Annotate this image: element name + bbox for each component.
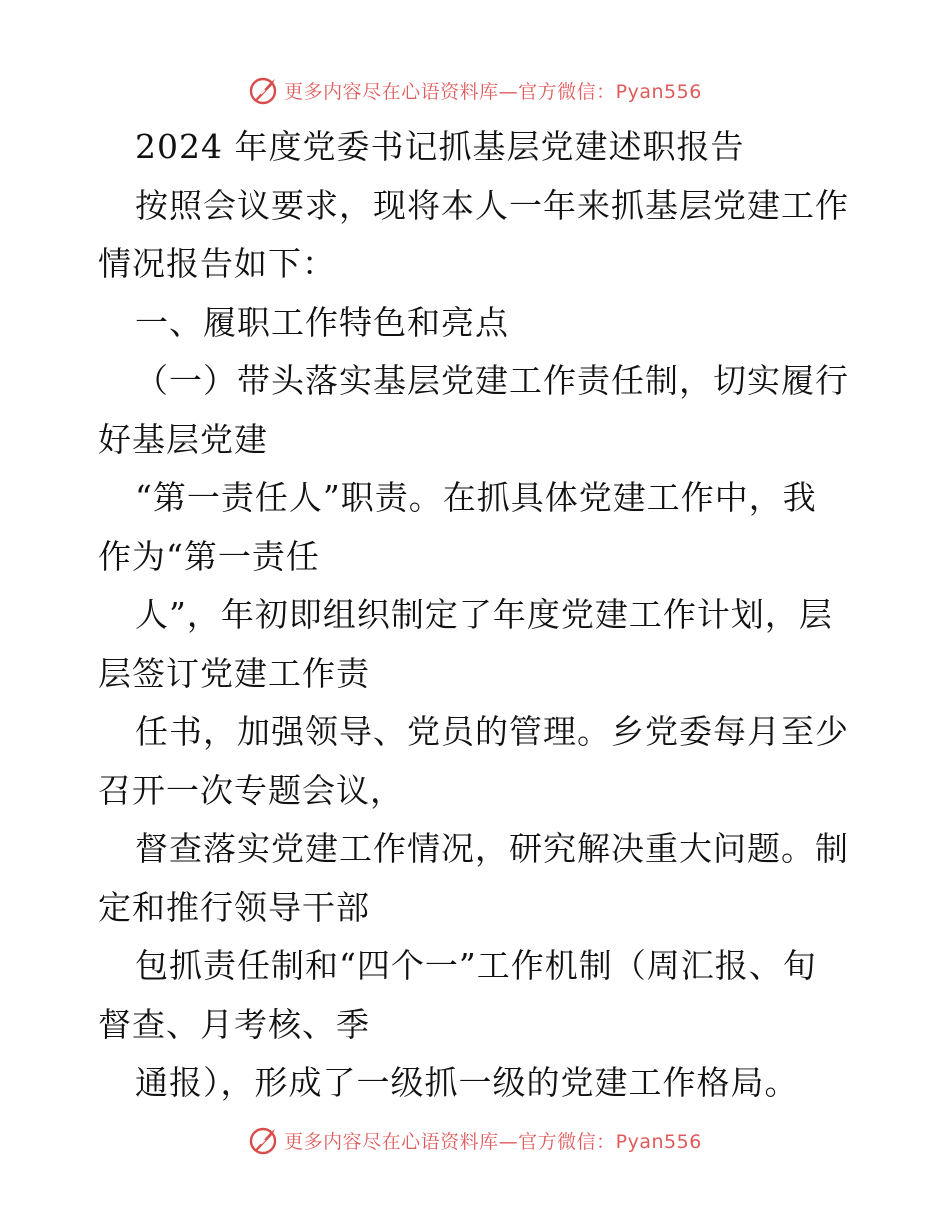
paragraph-line: 任书，加强领导、党员的管理。乡党委每月至少	[135, 712, 849, 751]
paragraph-line: 督查、月考核、季	[98, 1004, 370, 1044]
paragraph-line: 情况报告如下：	[98, 244, 336, 283]
paragraph-line: 好基层党建	[98, 419, 268, 459]
subsection-heading: （一）带头落实基层党建工作责任制，切实履行	[135, 361, 849, 400]
quill-pen-circle-icon	[248, 74, 280, 106]
paragraph-line: 包抓责任制和“四个一”工作机制（周汇报、旬	[135, 946, 817, 985]
paragraph-line: 按照会议要求，现将本人一年来抓基层党建工作	[135, 185, 849, 225]
document-body	[98, 118, 858, 1113]
header-watermark	[0, 70, 950, 110]
footer-watermark	[0, 1120, 950, 1160]
quill-pen-circle-icon	[248, 1124, 280, 1156]
document-title: 2024 年度党委书记抓基层党建述职报告	[135, 127, 745, 166]
paragraph-line: 通报），形成了一级抓一级的党建工作格局。	[135, 1063, 799, 1102]
paragraph-line: 督查落实党建工作情况，研究解决重大问题。制	[135, 829, 849, 868]
paragraph-line: 定和推行领导干部	[98, 887, 370, 927]
section-heading: 一、履职工作特色和亮点	[135, 302, 509, 342]
paragraph-line: 层签订党建工作责	[98, 653, 370, 693]
paragraph-line: 召开一次专题会议，	[98, 770, 404, 810]
watermark-text: 更多内容尽在心语资料库—官方微信：Pyan556	[284, 1130, 702, 1153]
paragraph-line: 人”，年初即组织制定了年度党建工作计划，层	[135, 595, 833, 634]
paragraph-line: 作为“第一责任	[98, 536, 320, 576]
paragraph-line: “第一责任人”职责。在抓具体党建工作中，我	[135, 478, 817, 517]
watermark-text: 更多内容尽在心语资料库—官方微信：Pyan556	[284, 80, 702, 103]
